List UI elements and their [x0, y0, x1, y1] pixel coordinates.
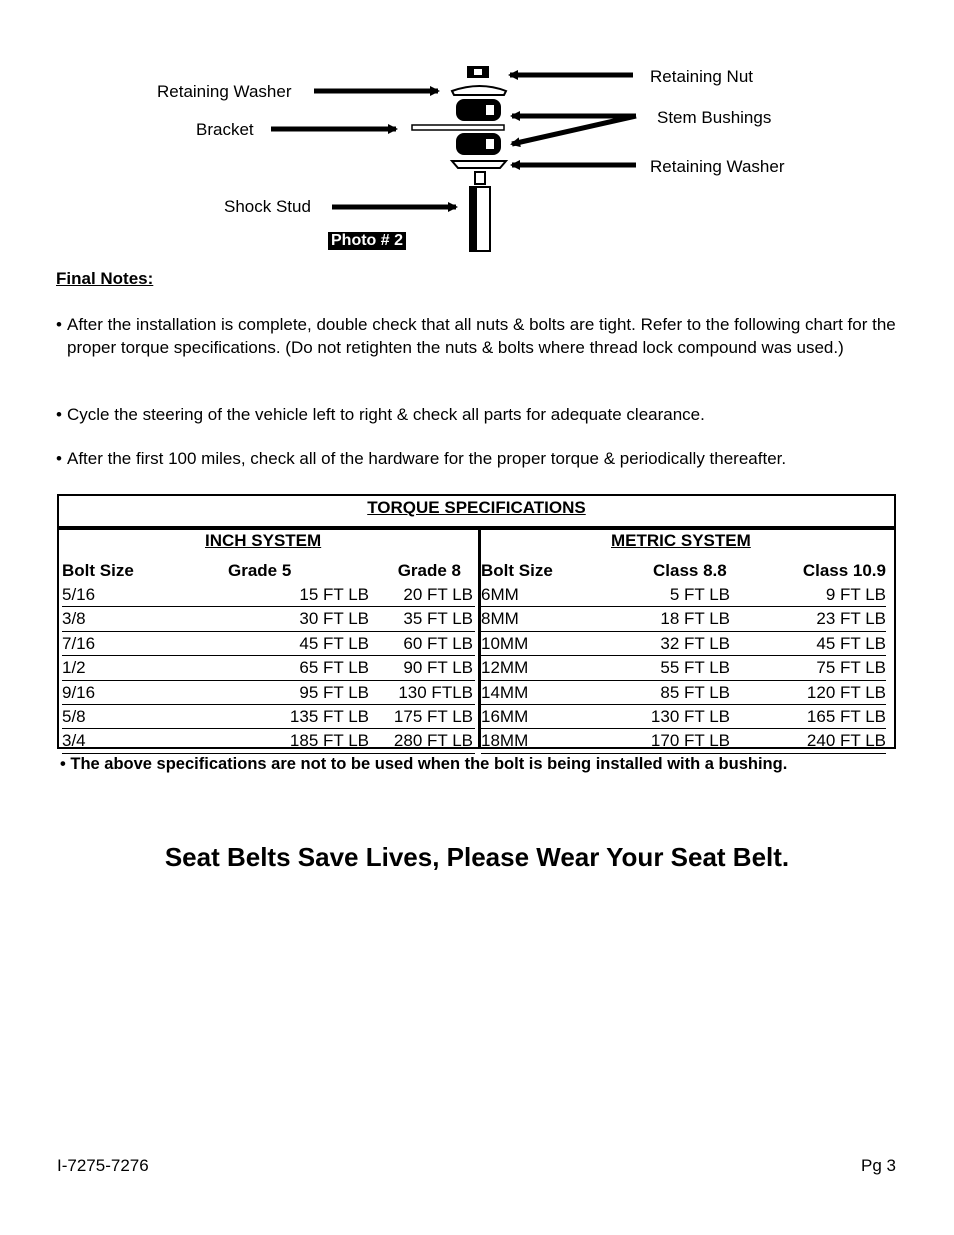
table-cell: 8MM [481, 609, 519, 629]
table-cell: 3/4 [62, 731, 86, 751]
table-cell: 32 FT LB [660, 633, 730, 653]
note-item [56, 447, 896, 470]
bracket-shape [412, 125, 504, 130]
table-cell: 280 FT LB [393, 731, 473, 751]
table-cell: 130 FT LB [650, 706, 730, 726]
label-retaining-nut: Retaining Nut [650, 67, 754, 86]
column-header: Bolt Size [62, 561, 134, 580]
final-notes-heading: Final Notes: [56, 269, 154, 288]
column-header: Grade 8 [397, 561, 461, 580]
table-cell: 6MM [481, 585, 519, 604]
column-header: Class 10.9 [802, 561, 886, 580]
metric-rows [481, 583, 886, 754]
label-bracket: Bracket [196, 120, 254, 139]
table-cell: 45 FT LB [299, 633, 369, 653]
metric-header-row [481, 561, 886, 583]
table-row [481, 681, 886, 705]
table-cell: 75 FT LB [816, 658, 886, 678]
table-cell: 165 FT LB [806, 706, 886, 726]
table-cell: 55 FT LB [660, 658, 730, 678]
table-cell: 30 FT LB [299, 609, 369, 629]
table-row [481, 729, 886, 753]
table-cell: 90 FT LB [403, 658, 473, 678]
table-cell: 5/16 [62, 585, 96, 604]
note-bullet: • [56, 405, 62, 424]
table-cell: 120 FT LB [806, 682, 886, 702]
table-cell: 135 FT LB [289, 706, 369, 726]
table-cell: 9 FT LB [825, 585, 886, 604]
note-item [56, 313, 896, 359]
note-item [56, 403, 896, 426]
table-cell: 185 FT LB [289, 731, 369, 751]
label-stem-bushings: Stem Bushings [657, 108, 772, 127]
label-retaining-washer-bottom: Retaining Washer [650, 157, 785, 176]
column-header: Grade 5 [228, 561, 292, 580]
table-cell: 18MM [481, 731, 529, 751]
note-bullet: • [56, 449, 62, 468]
table-cell: 15 FT LB [299, 585, 369, 604]
table-title: TORQUE SPECIFICATIONS [367, 498, 586, 517]
table-cell: 95 FT LB [299, 682, 369, 702]
table-cell: 175 FT LB [393, 706, 473, 726]
table-cell: 14MM [481, 682, 529, 702]
photo-tag: Photo # 2 [328, 232, 406, 250]
inch-rows [62, 583, 475, 754]
page-number: Pg 3 [861, 1156, 896, 1175]
note-text: After the installation is complete, double check that all nuts & bolts are tight. Refer to the following chart for the proper torque specifications. (Do not retighten the nuts & bolts where thread lock compound was used.) [67, 315, 896, 357]
table-cell: 16MM [481, 706, 529, 726]
table-row [62, 583, 475, 607]
torque-specifications-table [57, 494, 896, 749]
note-text: After the first 100 miles, check all of the hardware for the proper torque & periodically thereafter. [67, 449, 787, 468]
metric-system-section [481, 530, 886, 751]
table-row [481, 583, 886, 607]
table-cell: 65 FT LB [299, 658, 369, 678]
table-cell: 45 FT LB [816, 633, 886, 653]
table-row [62, 729, 475, 753]
table-row [481, 607, 886, 631]
table-cell: 240 FT LB [806, 731, 886, 751]
inch-system-heading: INCH SYSTEM [205, 531, 322, 550]
shock-stud-tip-shape [475, 172, 485, 184]
metric-system-heading: METRIC SYSTEM [611, 531, 751, 550]
table-cell: 23 FT LB [816, 609, 886, 629]
table-cell: 20 FT LB [403, 585, 473, 604]
shock-assembly-illustration [0, 55, 954, 255]
inch-system-section [62, 530, 475, 751]
table-cell: 130 FTLB [398, 682, 473, 702]
torque-warning: • The above specifications are not to be used when the bolt is being installed with a bushing. [60, 755, 788, 773]
table-cell: 1/2 [62, 658, 86, 678]
retaining-washer-top-shape [452, 86, 506, 95]
table-cell: 18 FT LB [660, 609, 730, 629]
label-shock-stud: Shock Stud [224, 197, 311, 216]
table-row [481, 632, 886, 656]
label-retaining-washer-top: Retaining Washer [157, 82, 292, 101]
inch-header-row [62, 561, 475, 583]
table-cell: 60 FT LB [403, 633, 473, 653]
table-row [62, 607, 475, 631]
table-row [481, 705, 886, 729]
table-cell: 5 FT LB [669, 585, 730, 604]
seat-belt-slogan: Seat Belts Save Lives, Please Wear Your Seat Belt. [164, 842, 790, 872]
table-cell: 170 FT LB [650, 731, 730, 751]
column-header: Bolt Size [481, 561, 553, 580]
table-cell: 3/8 [62, 609, 86, 629]
table-cell: 85 FT LB [660, 682, 730, 702]
table-row [62, 705, 475, 729]
table-cell: 9/16 [62, 682, 96, 702]
stem-bushing-upper-shape [456, 99, 501, 121]
table-row [62, 681, 475, 705]
document-number: I-7275-7276 [57, 1156, 149, 1175]
table-cell: 12MM [481, 658, 529, 678]
table-cell: 5/8 [62, 706, 86, 726]
retaining-washer-bottom-shape [452, 161, 506, 168]
column-header: Class 8.8 [653, 561, 727, 580]
table-cell: 10MM [481, 633, 529, 653]
table-row [62, 632, 475, 656]
stem-bushing-lower-shape [456, 133, 501, 155]
table-cell: 7/16 [62, 633, 96, 653]
note-text: Cycle the steering of the vehicle left to right & check all parts for adequate clearance. [67, 405, 705, 424]
note-bullet: • [56, 315, 62, 334]
table-row [481, 656, 886, 680]
table-cell: 35 FT LB [403, 609, 473, 629]
table-row [62, 656, 475, 680]
arrow-stem-bushing-lower [512, 116, 636, 144]
